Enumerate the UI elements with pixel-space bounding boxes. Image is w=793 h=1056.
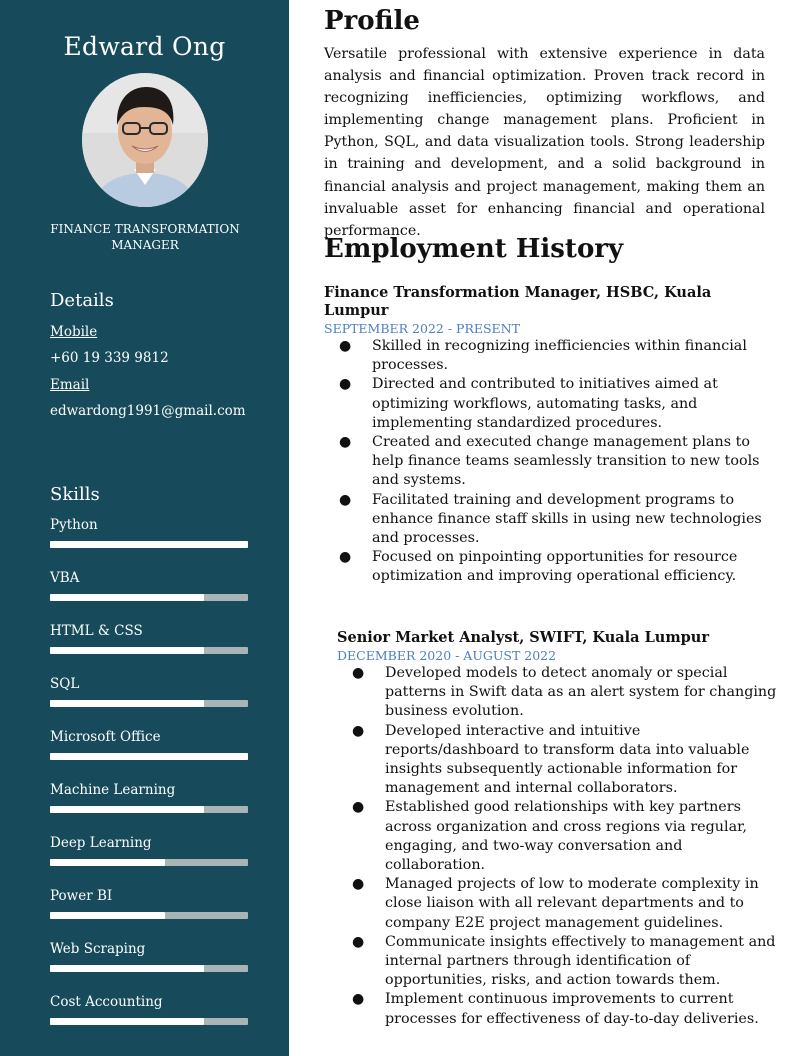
- job-title-line: Senior Market Analyst, SWIFT, Kuala Lumpur: [337, 629, 709, 646]
- skill-level-bar: [50, 912, 248, 919]
- bullet-item: ● Created and executed change management plans to help finance teams seamlessly transition to new tools and systems.: [339, 434, 760, 489]
- skill-level-bar: [50, 541, 248, 548]
- skill-level-bar: [50, 965, 248, 972]
- bullet-item: ● Directed and contributed to initiatives aimed at optimizing workflows, automating tasks, and implementing standardized procedures.: [339, 376, 718, 431]
- skill-level-fill: [50, 859, 165, 866]
- profile-summary: Versatile professional with extensive experience in data analysis and financial optimization. Proven track record in recognizing inefficiencies, optimizing workflows, and implementing change management plans. Proficient in Python, SQL, and data visualization tools. Strong leadership in training and development, and a solid background in financial analysis and project management, making them an invaluable asset for enhancing financial and operational performance.: [324, 46, 765, 239]
- skill-level-bar: [50, 594, 248, 601]
- skill-level-fill: [50, 700, 204, 707]
- skill-item: [50, 727, 248, 780]
- skill-level-bar: [50, 1018, 248, 1025]
- skill-level-fill: [50, 541, 248, 548]
- skill-item: [50, 515, 248, 568]
- job-title-line: Finance Transformation Manager, HSBC, Kuala Lumpur: [324, 284, 712, 319]
- bullet-item: ● Communicate insights effectively to management and internal partners through identification of opportunities, risks, and action towards them.: [352, 933, 776, 989]
- job-title: FINANCE TRANSFORMATION MANAGER: [50, 222, 240, 252]
- bullet-icon: ●: [352, 876, 365, 893]
- skill-item: [50, 886, 248, 939]
- bullet-item: ● Developed models to detect anomaly or special patterns in Swift data as an alert system for changing business evolution.: [352, 665, 777, 720]
- job-dates: DECEMBER 2020 - AUGUST 2022: [337, 648, 557, 663]
- skill-item: [50, 568, 248, 621]
- skill-level-fill: [50, 965, 204, 972]
- skill-level-bar: [50, 647, 248, 654]
- job-dates: SEPTEMBER 2022 - PRESENT: [324, 321, 520, 336]
- skill-level-fill: [50, 806, 204, 813]
- skill-level-bar: [50, 859, 248, 866]
- bullet-icon: ●: [339, 376, 352, 393]
- skill-name: SQL: [50, 676, 80, 692]
- job-entry: [337, 629, 779, 1029]
- skill-name: Python: [50, 517, 98, 533]
- bullet-item: ● Established good relationships with key partners across organization and cross regions via regular, engaging, and two-way conversation and collaboration.: [352, 799, 747, 874]
- sidebar: [0, 0, 289, 1056]
- skill-item: [50, 833, 248, 886]
- bullet-icon: ●: [352, 799, 365, 816]
- skill-name: Cost Accounting: [50, 994, 163, 1010]
- bullet-icon: ●: [339, 549, 352, 566]
- job-bullets: [324, 337, 766, 587]
- skill-item: [50, 780, 248, 833]
- bullet-icon: ●: [339, 491, 352, 508]
- skill-item: [50, 939, 248, 992]
- skill-name: Power BI: [50, 888, 113, 904]
- job-bullets: [337, 664, 779, 1029]
- skill-item: [50, 674, 248, 727]
- skills-heading: Skills: [50, 484, 100, 505]
- skill-name: Deep Learning: [50, 835, 152, 851]
- skill-name: Web Scraping: [50, 941, 146, 957]
- profile-photo: [82, 73, 208, 207]
- skill-item: [50, 992, 248, 1045]
- skill-level-fill: [50, 647, 204, 654]
- bullet-icon: ●: [339, 434, 352, 451]
- avatar: [82, 73, 208, 207]
- mobile-number: +60 19 339 9812: [50, 350, 169, 366]
- mobile-label: Mobile: [50, 324, 98, 340]
- bullet-icon: ●: [352, 991, 365, 1008]
- skill-name: Microsoft Office: [50, 729, 161, 745]
- skill-item: [50, 621, 248, 674]
- bullet-item: ● Managed projects of low to moderate complexity in close liaison with all relevant departments and to company E2E project management guidelines.: [352, 876, 759, 931]
- bullet-icon: ●: [352, 665, 365, 681]
- profile-heading: Profile: [324, 6, 420, 36]
- skill-level-bar: [50, 700, 248, 707]
- skill-name: HTML & CSS: [50, 623, 143, 639]
- employment-heading: Employment History: [324, 234, 624, 264]
- skill-level-fill: [50, 912, 165, 919]
- skill-level-fill: [50, 1018, 204, 1025]
- job-entry: [324, 284, 766, 587]
- details-heading: Details: [50, 290, 114, 311]
- skill-level-bar: [50, 806, 248, 813]
- candidate-name: Edward Ong: [63, 32, 226, 61]
- skill-name: Machine Learning: [50, 782, 176, 798]
- bullet-item: ● Focused on pinpointing opportunities for resource optimization and improving operational efficiency.: [339, 549, 738, 585]
- skill-level-fill: [50, 753, 248, 760]
- bullet-item: ● Developed interactive and intuitive reports/dashboard to transform data into valuable insights subsequently actionable information for management and internal collaborators.: [352, 722, 750, 797]
- bullet-item: ● Skilled in recognizing inefficiencies within financial processes.: [339, 338, 747, 374]
- bullet-icon: ●: [352, 933, 365, 950]
- email-address: edwardong1991@gmail.com: [50, 403, 246, 419]
- bullet-item: ● Implement continuous improvements to current processes for effectiveness of day-to-day deliveries.: [352, 991, 759, 1027]
- skill-name: VBA: [50, 570, 80, 586]
- skill-level-bar: [50, 753, 248, 760]
- bullet-icon: ●: [352, 722, 365, 739]
- email-label: Email: [50, 377, 90, 393]
- skills-list: [50, 515, 248, 1045]
- bullet-item: ● Facilitated training and development programs to enhance finance staff skills in using new technologies and processes.: [339, 491, 762, 547]
- skill-level-fill: [50, 594, 204, 601]
- bullet-icon: ●: [339, 338, 352, 354]
